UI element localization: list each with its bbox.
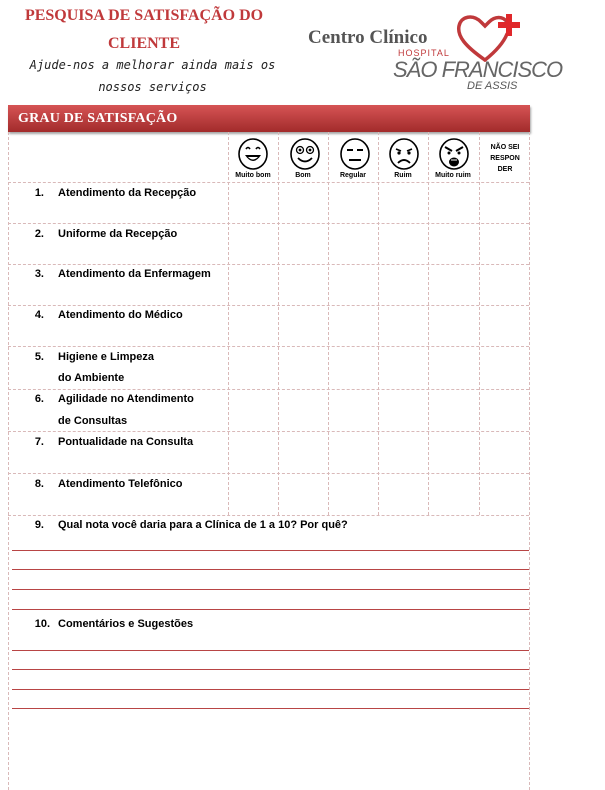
grid-row-sep [8, 223, 529, 224]
not-sure-header [483, 142, 527, 175]
grid-col-sep [428, 132, 429, 515]
page-title-line2: CLIENTE [107, 35, 181, 52]
question-text: Uniforme da Recepção [58, 228, 178, 240]
question-text: Atendimento da Enfermagem [58, 268, 211, 280]
frame-left [8, 132, 9, 790]
grid-col-sep [479, 132, 480, 515]
grid-col-sep [328, 132, 329, 515]
sad-face-icon [389, 138, 419, 170]
question-number: 6. [34, 393, 44, 405]
question-text: Pontualidade na Consulta [58, 436, 194, 448]
not-sure-line2: RESPON [490, 155, 520, 162]
question-number: 2. [34, 228, 44, 240]
tagline-line2: nossos serviços [98, 80, 207, 94]
grid-row-sep [8, 515, 529, 516]
question-text: Higiene e Limpeza [58, 351, 154, 363]
rating-label-muito-bom: Muito bom [235, 172, 271, 179]
question-9-text: Qual nota você daria para a Clínica de 1 a 10? Por quê? [58, 519, 348, 531]
question-number: 7. [34, 436, 44, 448]
rating-label-muito-ruim: Muito ruim [435, 172, 471, 179]
not-sure-line1: NÃO SEI [490, 144, 520, 151]
tagline-line1: Ajude-nos a melhorar ainda mais os [29, 58, 276, 72]
grid-row-sep [8, 346, 529, 347]
question-text: Atendimento do Médico [58, 309, 183, 321]
grid-row-sep [8, 182, 529, 183]
logo-centro-clinico: Centro Clínico [308, 27, 428, 48]
section-title: GRAU DE SATISFAÇÃO [18, 111, 178, 126]
question-text: Agilidade no Atendimento [58, 393, 194, 405]
answer-line[interactable] [12, 550, 529, 551]
logo-sao-francisco: SÃO FRANCISCO [393, 57, 563, 82]
question-text: Atendimento da Recepção [58, 187, 197, 199]
question-text: Atendimento Telefônico [58, 478, 183, 490]
question-number: 5. [34, 351, 44, 363]
question-text-line2: do Ambiente [58, 372, 125, 384]
grid-col-sep [278, 132, 279, 515]
answer-line[interactable] [12, 609, 529, 610]
question-number: 3. [34, 268, 44, 280]
neutral-face-icon [340, 138, 370, 170]
question-text-line2: de Consultas [58, 415, 128, 427]
question-number: 4. [34, 309, 44, 321]
comment-line[interactable] [12, 708, 529, 709]
not-sure-line3: DER [497, 166, 513, 173]
grid-col-sep [228, 132, 229, 515]
grid-row-sep [8, 264, 529, 265]
logo-de-assis: DE ASSIS [467, 80, 518, 92]
question-10-text: Comentários e Sugestões [58, 618, 194, 630]
grid-row-sep [8, 431, 529, 432]
grid-row-sep [8, 305, 529, 306]
question-number: 1. [34, 187, 44, 199]
happy-face-icon [290, 138, 320, 170]
comment-line[interactable] [12, 669, 529, 670]
comment-line[interactable] [12, 689, 529, 690]
logo-hospital: HOSPITAL [398, 48, 450, 58]
rating-label-ruim: Ruim [394, 172, 412, 179]
question-number: 8. [34, 478, 44, 490]
question-10-number: 10. [34, 618, 50, 630]
grid-col-sep [378, 132, 379, 515]
rating-label-bom: Bom [295, 172, 311, 179]
rating-label-regular: Regular [339, 172, 367, 179]
very-angry-face-icon [439, 138, 469, 170]
page-title-line1: PESQUISA DE SATISFAÇÃO DO [24, 7, 264, 24]
very-happy-face-icon [238, 138, 268, 170]
grid-row-sep [8, 389, 529, 390]
comment-line[interactable] [12, 650, 529, 651]
frame-right [529, 132, 530, 790]
answer-line[interactable] [12, 569, 529, 570]
grid-row-sep [8, 473, 529, 474]
question-9-number: 9. [34, 519, 44, 531]
answer-line[interactable] [12, 589, 529, 590]
